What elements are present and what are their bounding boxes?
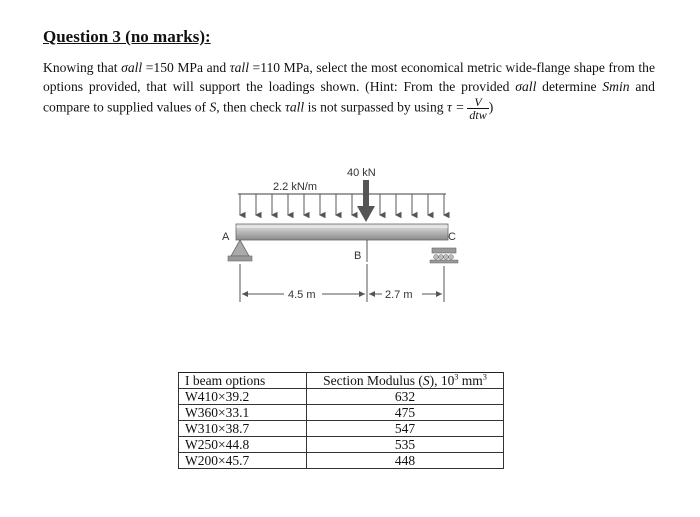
- modulus-cell: 547: [307, 421, 504, 437]
- point-load-label: 40 kN: [347, 167, 376, 179]
- modulus-cell: 535: [307, 437, 504, 453]
- table-row: [179, 405, 504, 421]
- span-2-label: 2.7 m: [385, 289, 413, 301]
- roller-support-c: [430, 248, 458, 263]
- span-1-label: 4.5 m: [288, 289, 316, 301]
- beam: [236, 224, 448, 240]
- header-beam-options: I beam options: [179, 373, 307, 389]
- table-row: [179, 453, 504, 469]
- modulus-cell: 475: [307, 405, 504, 421]
- question-text: Knowing that σall =150 MPa and τall =110 MPa, select the most economical metric wide-flange shape from the options provided, that will support the loadings shown. (Hint: From the provided σall determine Smin and compare to supplied values of S, then check τall is not surpassed by using τ = $\frac{V}{\text{dtw}}$ ): [43, 60, 655, 122]
- header-section-modulus: Section Modulus (S), $10^3$ $mm^3$: [307, 373, 504, 389]
- question-title: Question 3 (no marks):: [43, 27, 211, 46]
- shape-cell: W310×38.7: [179, 421, 307, 437]
- table-row: [179, 389, 504, 405]
- modulus-cell: 448: [307, 453, 504, 469]
- dimension-lines: [240, 264, 444, 302]
- modulus-cell: 632: [307, 389, 504, 405]
- point-load-arrow: [357, 180, 375, 222]
- table-row: [179, 421, 504, 437]
- pin-support-a: [228, 240, 252, 261]
- shape-cell: W410×39.2: [179, 389, 307, 405]
- label-b: B: [354, 250, 362, 262]
- label-c: C: [448, 231, 456, 243]
- beam-options-table: [178, 372, 504, 469]
- shear-formula-fraction: $\frac{V}{\text{dtw}}$: [469, 95, 487, 122]
- table-header-row: [179, 373, 504, 389]
- shape-cell: W360×33.1: [179, 405, 307, 421]
- label-a: A: [222, 231, 230, 243]
- shape-cell: W200×45.7: [179, 453, 307, 469]
- shape-cell: W250×44.8: [179, 437, 307, 453]
- table-row: [179, 437, 504, 453]
- dist-load-arrows: [240, 194, 444, 215]
- dist-load-label: 2.2 kN/m: [273, 181, 318, 193]
